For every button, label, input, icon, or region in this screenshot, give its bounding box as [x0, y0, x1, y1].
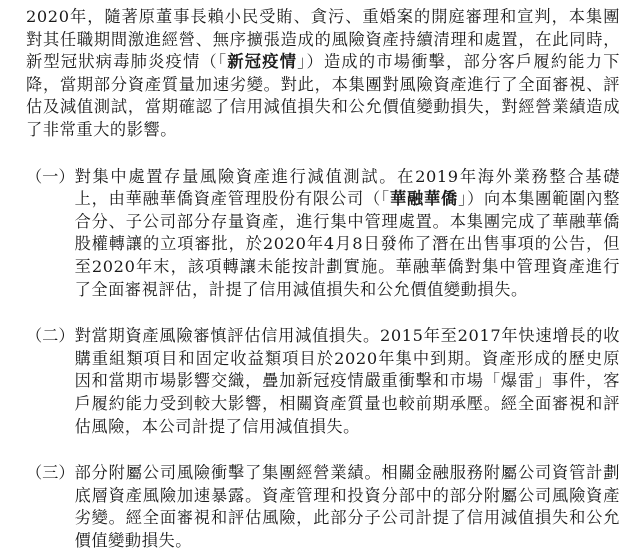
list-item-text: [75, 325, 620, 438]
intro-paragraph: [26, 6, 620, 142]
item-text-start: 部分附屬公司風險衝擊了集團經營業績。相關金融服務附屬公司資管計劃底層資產風險加速暴露。資產管理和投資分部中的部分附屬公司風險資產劣變。經全面審視和評估風險，此部分子公司計提了信用減值損失和公允價值變動損失。: [74, 463, 620, 550]
list-item-3: [26, 462, 620, 552]
list-item-text: [75, 462, 620, 552]
list-item-2: [26, 325, 620, 438]
list-marker: （二）: [26, 326, 75, 346]
list-item-1: [26, 166, 620, 302]
item-text-start: 對集中處置存量風險資產進行減值測試。在2019年海外業務整合基礎上，由華融華僑資產管理股份有限公司（「: [74, 166, 620, 209]
list-marker: （三）: [26, 463, 75, 483]
item-text-end: 」）向本集團範圍內整合分、子公司部分存量資產，進行集中管理處置。本集團完成了華融華僑股權轉讓的立項審批，於2020年4月8日發佈了潛在出售事項的公告，但至2020年末，該項轉讓未能按計劃實施。華融華僑對集中管理資產進行了全面審視評估，計提了信用減值損失和公允價值變動損失。: [74, 189, 620, 299]
intro-text-end: 」）造成的市場衝擊，部分客戶履約能力下降，當期部分資產質量加速劣變。對此，本集團對風險資產進行了全面審視、評估及減值測試，當期確認了信用減值損失和公允價值變動損失，對經營業績造成了非常重大的影響。: [26, 52, 620, 139]
intro-highlight-term: 新冠疫情: [227, 52, 298, 72]
list-item-text: [75, 166, 620, 302]
intro-text-start: 2020年，隨著原董事長賴小民受賄、貪污、重婚案的開庭審理和宣判，本集團對其任職期間激進經營、無序擴張造成的風險資產持續清理和處置，在此同時，新型冠狀病毒肺炎疫情（「: [26, 7, 620, 72]
item-text-start: 對當期資產風險審慎評估信用減值損失。2015年至2017年快速增長的收購重組類項目和固定收益類項目於2020年集中到期。資產形成的歷史原因和當期市場影響交織，疊加新冠疫情嚴重衝擊和市場「爆雷」事件，客戶履約能力受到較大影響，相關資產質量也較前期承壓。經全面審視和評估風險，本公司計提了信用減值損失。: [74, 326, 620, 436]
item-highlight-term: 華融華僑: [389, 189, 459, 209]
list-marker: （一）: [26, 166, 75, 186]
